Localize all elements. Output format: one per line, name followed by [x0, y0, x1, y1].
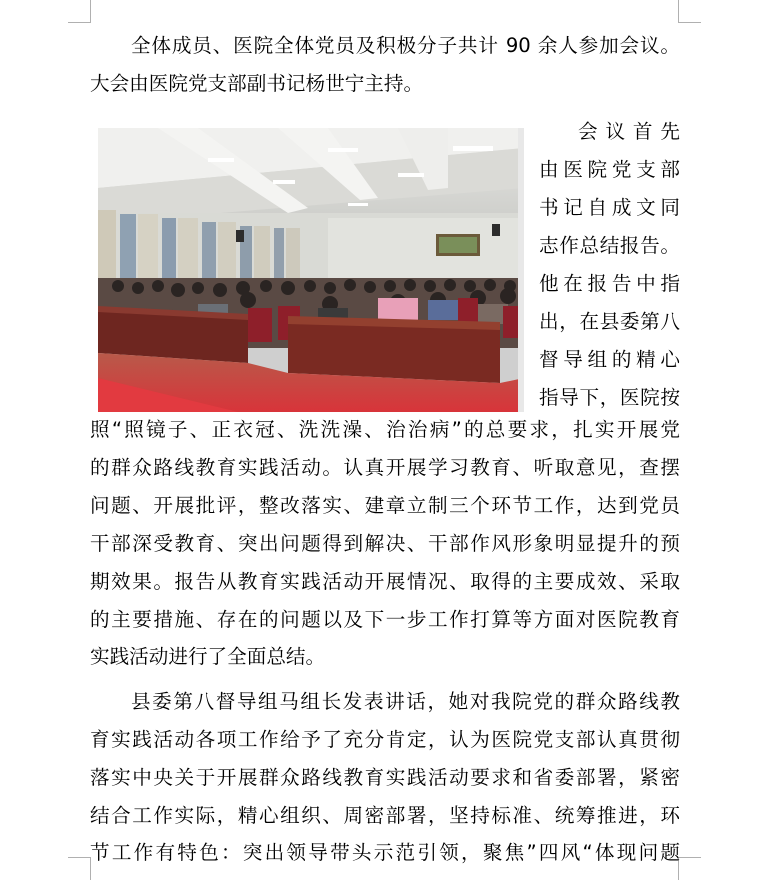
text-line: 的群众路线教育实践活动。认真开展学习教育、听取意见，查摆 [90, 456, 680, 479]
meeting-hall-photo [98, 128, 524, 412]
page-corner-mark [678, 857, 701, 880]
text-line: 节工作有特色：突出领导带头示范引领，聚焦”四风“体现问题 [90, 841, 680, 864]
page-corner-mark [68, 0, 91, 23]
text-line: 志作总结报告。 [539, 234, 680, 257]
text-line: 县委第八督导组马组长发表讲话，她对我院党的群众路线教 [131, 690, 680, 713]
text-line: 出，在县委第八 [539, 310, 680, 333]
text-line: 问题、开展批评，整改落实、建章立制三个环节工作，达到党员 [90, 494, 680, 517]
text-line: 结合工作实际，精心组织、周密部署，坚持标准、统筹推进，环 [90, 804, 680, 827]
text-line: 会议首先 [578, 120, 680, 143]
text-line: 实践活动进行了全面总结。 [90, 645, 326, 668]
text-line: 由医院党支部 [539, 158, 680, 181]
text-line: 他在报告中指 [539, 272, 680, 295]
text-line: 大会由医院党支部副书记杨世宁主持。 [90, 72, 424, 95]
text-line: 干部深受教育、突出问题得到解决、干部作风形象明显提升的预 [90, 532, 680, 555]
page-corner-mark [68, 857, 91, 880]
text-line: 指导下，医院按 [539, 386, 680, 409]
text-line: 书记自成文同 [539, 196, 680, 219]
text-line: 照“照镜子、正衣冠、洗洗澡、治治病”的总要求，扎实开展党 [90, 418, 680, 441]
text-line: 全体成员、医院全体党员及积极分子共计 90 余人参加会议。 [131, 34, 680, 57]
text-line: 落实中央关于开展群众路线教育实践活动要求和省委部署，紧密 [90, 766, 680, 789]
text-line: 育实践活动各项工作给予了充分肯定，认为医院党支部认真贯彻 [90, 728, 680, 751]
page-corner-mark [678, 0, 701, 23]
text-line: 的主要措施、存在的问题以及下一步工作打算等方面对医院教育 [90, 608, 680, 631]
text-line: 督导组的精心 [539, 348, 680, 371]
text-line: 期效果。报告从教育实践活动开展情况、取得的主要成效、采取 [90, 570, 680, 593]
